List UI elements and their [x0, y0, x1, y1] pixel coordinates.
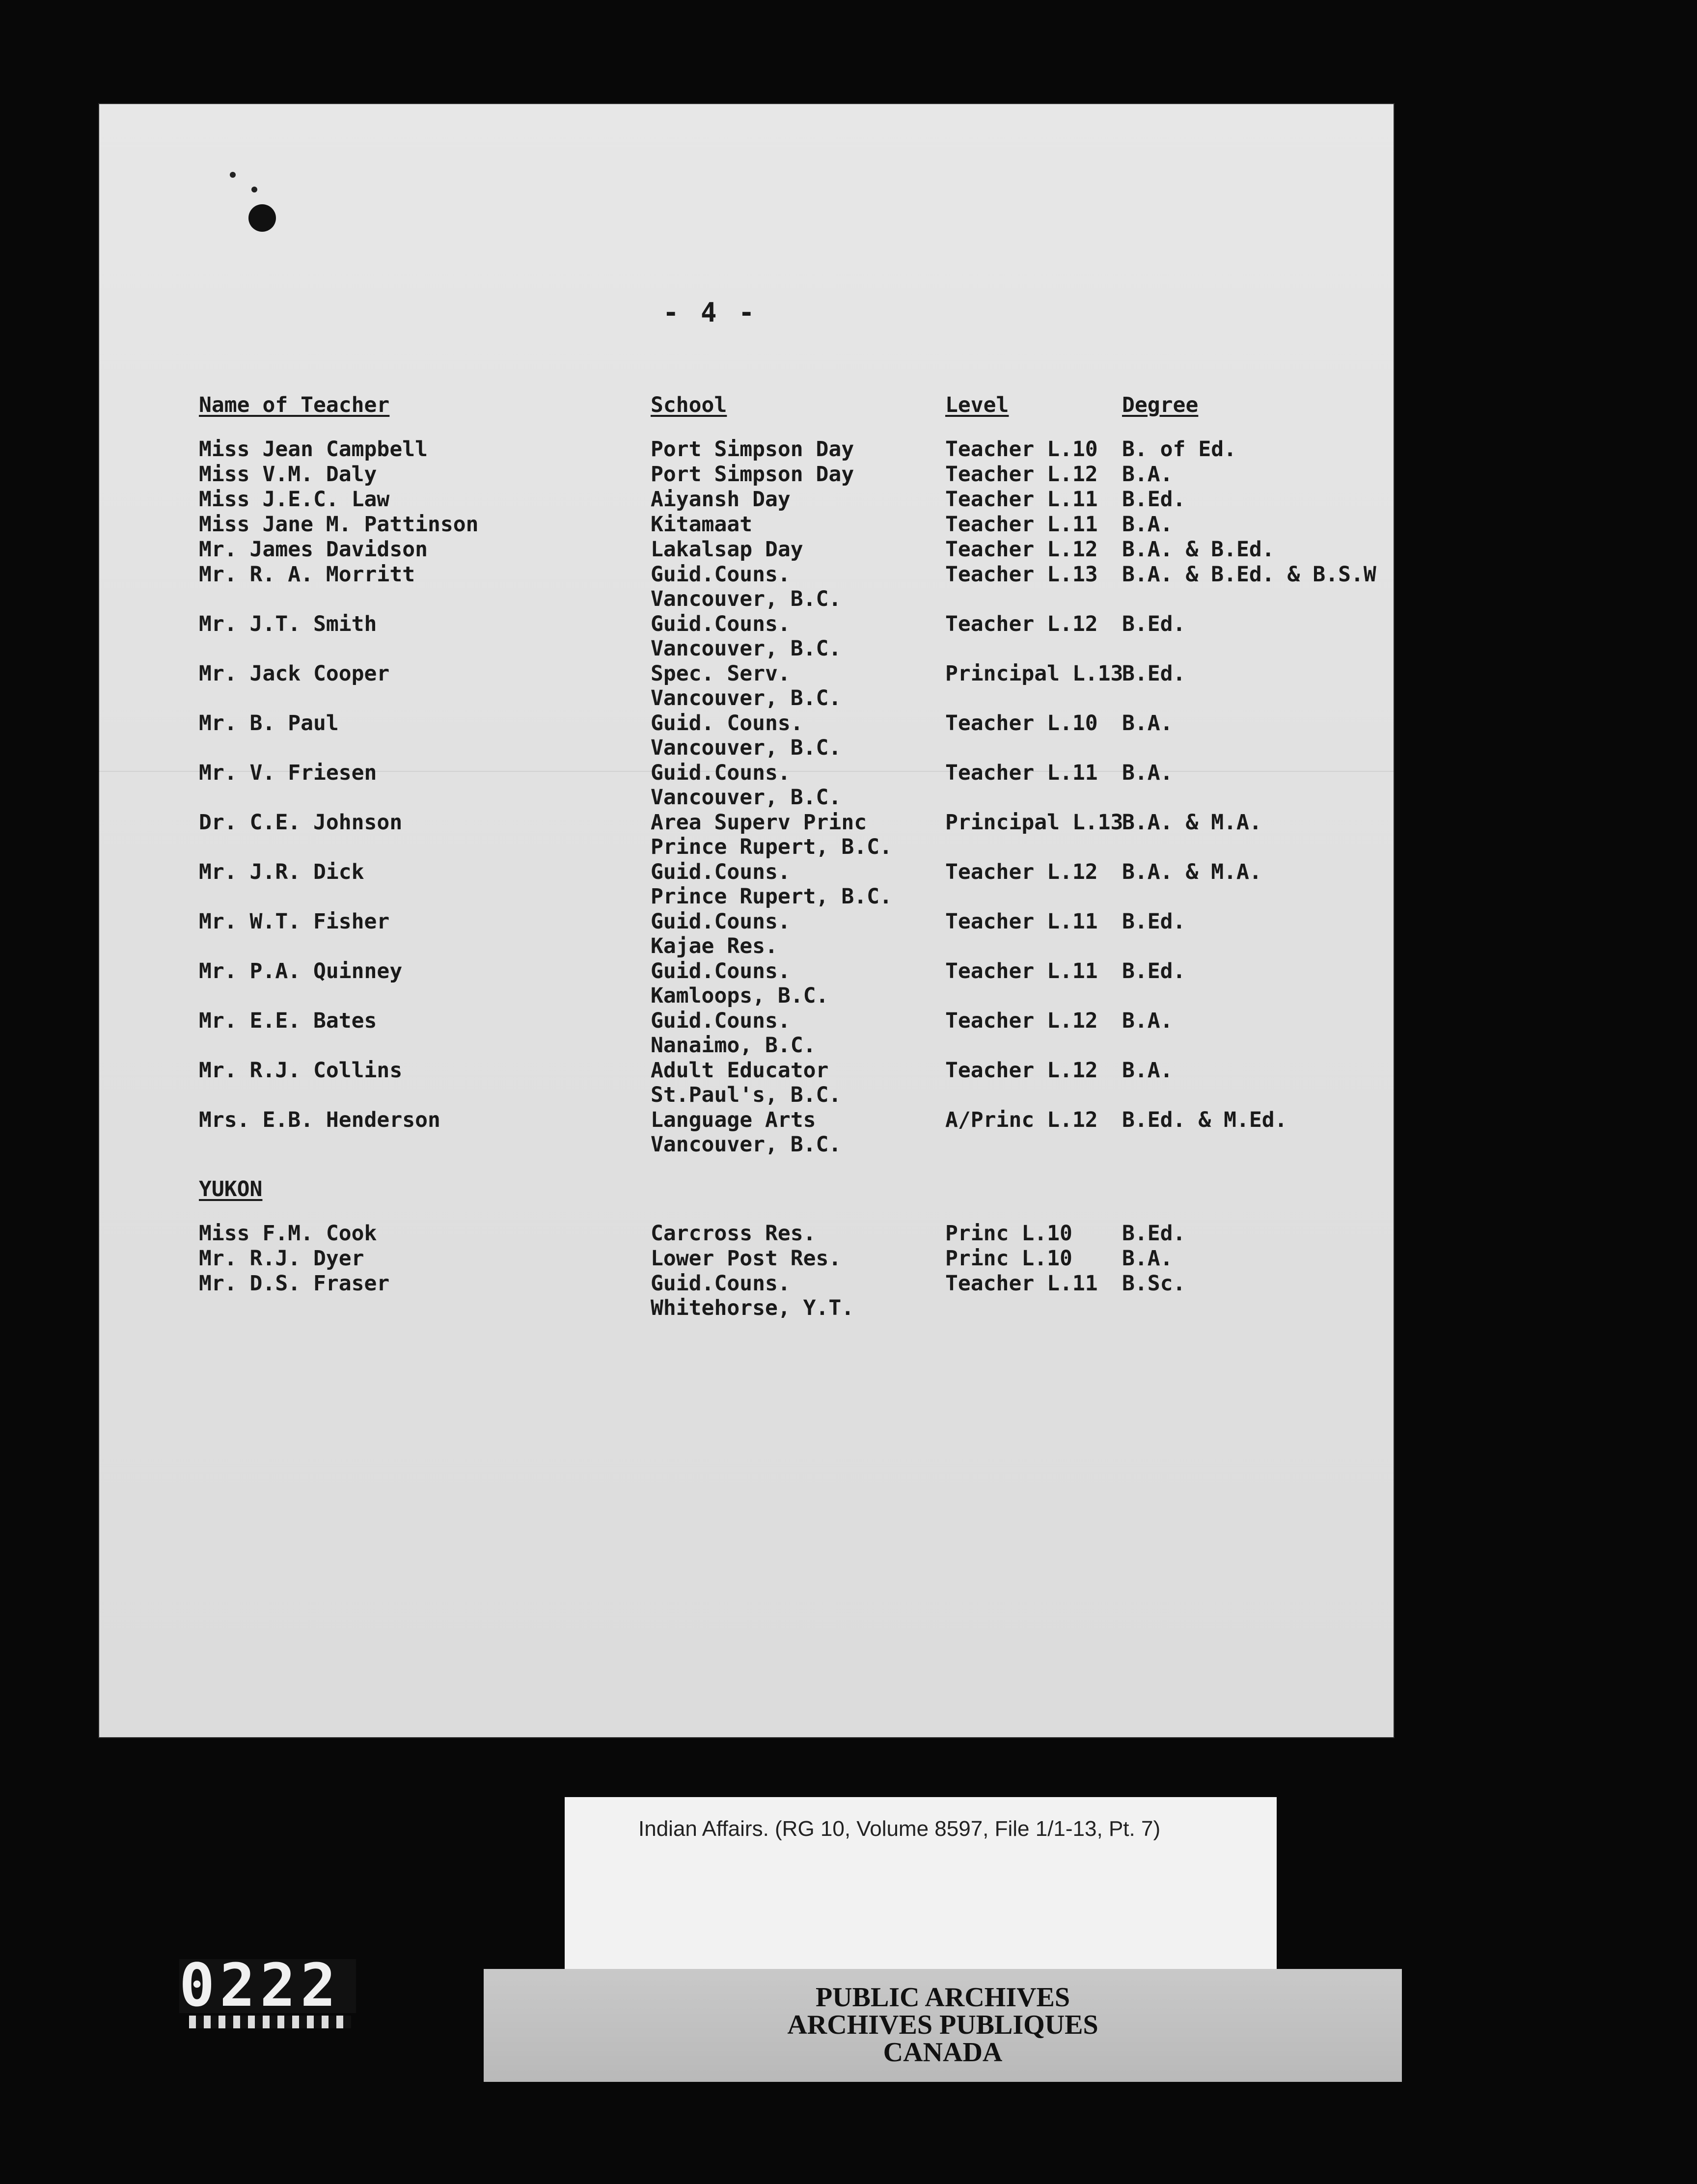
teacher-degree: B. of Ed. [1122, 437, 1236, 462]
teacher-level: Teacher L.11 [945, 1271, 1098, 1296]
teacher-name: Mr. J.T. Smith [199, 612, 377, 636]
teacher-name: Mr. V. Friesen [199, 761, 377, 785]
teacher-level: Teacher L.12 [945, 1058, 1098, 1083]
teacher-level: Teacher L.10 [945, 437, 1098, 462]
archive-line-2: ARCHIVES PUBLIQUES [787, 2010, 1098, 2040]
teacher-level: Teacher L.12 [945, 860, 1098, 884]
school-line: Vancouver, B.C. [651, 686, 842, 710]
teacher-name: Mr. P.A. Quinney [199, 959, 403, 983]
school-line: Guid.Couns. [651, 860, 791, 884]
school-line: Kamloops, B.C. [651, 983, 829, 1008]
school-line: Prince Rupert, B.C. [651, 835, 892, 859]
teacher-degree: B.A. [1122, 711, 1173, 736]
teacher-degree: B.A. [1122, 512, 1173, 537]
teacher-name: Miss J.E.C. Law [199, 487, 390, 512]
table-row [199, 1058, 1392, 1112]
teacher-name: Mr. R. A. Morritt [199, 562, 415, 587]
teacher-name: Mr. E.E. Bates [199, 1009, 377, 1033]
header-level: Level [945, 393, 1009, 417]
school-line: Prince Rupert, B.C. [651, 884, 892, 909]
teacher-level: Teacher L.12 [945, 612, 1098, 636]
table-row [199, 810, 1392, 864]
table-row [199, 1009, 1392, 1063]
school-line: Lower Post Res. [651, 1246, 842, 1271]
teacher-level: Teacher L.12 [945, 1009, 1098, 1033]
school-line: Vancouver, B.C. [651, 587, 842, 611]
school-line: Aiyansh Day [651, 487, 791, 512]
teacher-degree: B.Ed. [1122, 661, 1186, 686]
teacher-degree: B.A. & B.Ed. & B.S.W [1122, 562, 1376, 587]
teacher-level: Princ L.10 [945, 1246, 1072, 1271]
table-row [199, 909, 1392, 963]
header-degree: Degree [1122, 393, 1199, 417]
film-speck [230, 172, 236, 178]
teacher-level: Teacher L.12 [945, 537, 1098, 562]
table-row [199, 1271, 1392, 1325]
teacher-name: Mr. Jack Cooper [199, 661, 390, 686]
teacher-degree: B.Ed. [1122, 909, 1186, 934]
school-line: Guid.Couns. [651, 1271, 791, 1296]
archive-label [484, 1984, 1402, 2066]
table-row [199, 562, 1392, 616]
film-speck [251, 187, 257, 192]
teacher-name: Mr. James Davidson [199, 537, 428, 562]
school-line: Carcross Res. [651, 1221, 816, 1246]
school-line: Kitamaat [651, 512, 753, 537]
teacher-degree: B.A. [1122, 761, 1173, 785]
teacher-level: Principal L.13 [945, 661, 1123, 686]
teacher-degree: B.A. [1122, 462, 1173, 487]
table-row [199, 612, 1392, 666]
school-line: Guid.Couns. [651, 761, 791, 785]
school-line: Guid.Couns. [651, 562, 791, 587]
school-line: Vancouver, B.C. [651, 736, 842, 760]
reference-text: Indian Affairs. (RG 10, Volume 8597, File 1/1-13, Pt. 7) [638, 1817, 1161, 1841]
teacher-name: Dr. C.E. Johnson [199, 810, 403, 835]
header-name: Name of Teacher [199, 393, 390, 417]
school-line: Guid.Couns. [651, 612, 791, 636]
teacher-level: Teacher L.11 [945, 761, 1098, 785]
school-line: Area Superv Princ [651, 810, 867, 835]
school-line: Vancouver, B.C. [651, 785, 842, 810]
school-line: Guid.Couns. [651, 1009, 791, 1033]
table-row [199, 661, 1392, 715]
punch-hole [248, 204, 276, 232]
teacher-degree: B.Ed. & M.Ed. [1122, 1108, 1287, 1132]
reference-card [565, 1797, 1277, 1989]
teacher-degree: B.A. [1122, 1058, 1173, 1083]
table-row [199, 761, 1392, 815]
school-line: Guid.Couns. [651, 909, 791, 934]
teacher-degree: B.Ed. [1122, 1221, 1186, 1246]
teacher-level: Teacher L.13 [945, 562, 1098, 587]
school-line: Port Simpson Day [651, 462, 854, 487]
school-line: Adult Educator [651, 1058, 829, 1083]
section-title-yukon: YUKON [199, 1177, 263, 1201]
teacher-degree: B.A. & M.A. [1122, 860, 1262, 884]
document-page [98, 103, 1395, 1738]
school-line: Guid. Couns. [651, 711, 803, 736]
teacher-name: Miss Jean Campbell [199, 437, 428, 462]
school-line: Nanaimo, B.C. [651, 1033, 816, 1058]
teacher-level: Teacher L.11 [945, 909, 1098, 934]
film-sprocket [189, 2016, 351, 2028]
teacher-name: Miss F.M. Cook [199, 1221, 377, 1246]
archive-line-3: CANADA [883, 2037, 1003, 2068]
teacher-name: Mr. B. Paul [199, 711, 339, 736]
teacher-name: Mr. R.J. Collins [199, 1058, 403, 1083]
teacher-name: Mr. R.J. Dyer [199, 1246, 364, 1271]
frame-counter: 0222 [179, 1959, 356, 2013]
school-line: Lakalsap Day [651, 537, 803, 562]
archive-line-1: PUBLIC ARCHIVES [815, 1982, 1070, 2013]
school-line: St.Paul's, B.C. [651, 1083, 842, 1107]
school-line: Spec. Serv. [651, 661, 791, 686]
school-line: Guid.Couns. [651, 959, 791, 983]
teacher-degree: B.Ed. [1122, 612, 1186, 636]
teacher-name: Mr. D.S. Fraser [199, 1271, 390, 1296]
teacher-level: Teacher L.11 [945, 959, 1098, 983]
table-row [199, 959, 1392, 1013]
teacher-degree: B.A. & M.A. [1122, 810, 1262, 835]
school-line: Port Simpson Day [651, 437, 854, 462]
teacher-level: Teacher L.11 [945, 487, 1098, 512]
teacher-name: Mr. W.T. Fisher [199, 909, 390, 934]
school-line: Kajae Res. [651, 934, 778, 958]
teacher-degree: B.A. [1122, 1009, 1173, 1033]
teacher-name: Mrs. E.B. Henderson [199, 1108, 440, 1132]
table-row [199, 860, 1392, 914]
teacher-name: Mr. J.R. Dick [199, 860, 364, 884]
table-row [199, 711, 1392, 765]
school-line: Whitehorse, Y.T. [651, 1296, 854, 1320]
teacher-name: Miss V.M. Daly [199, 462, 377, 487]
school-line: Vancouver, B.C. [651, 1132, 842, 1157]
teacher-name: Miss Jane M. Pattinson [199, 512, 479, 537]
teacher-level: Teacher L.11 [945, 512, 1098, 537]
archive-strip [484, 1969, 1402, 2082]
page-number: - 4 - [663, 297, 758, 328]
teacher-degree: B.A. [1122, 1246, 1173, 1271]
school-line: Vancouver, B.C. [651, 636, 842, 661]
teacher-level: Teacher L.12 [945, 462, 1098, 487]
teacher-level: A/Princ L.12 [945, 1108, 1098, 1132]
teacher-level: Teacher L.10 [945, 711, 1098, 736]
school-line: Language Arts [651, 1108, 816, 1132]
table-row [199, 1108, 1392, 1162]
teacher-degree: B.A. & B.Ed. [1122, 537, 1275, 562]
teacher-degree: B.Sc. [1122, 1271, 1186, 1296]
teacher-degree: B.Ed. [1122, 959, 1186, 983]
header-school: School [651, 393, 727, 417]
teacher-level: Princ L.10 [945, 1221, 1072, 1246]
teacher-degree: B.Ed. [1122, 487, 1186, 512]
teacher-level: Principal L.13 [945, 810, 1123, 835]
